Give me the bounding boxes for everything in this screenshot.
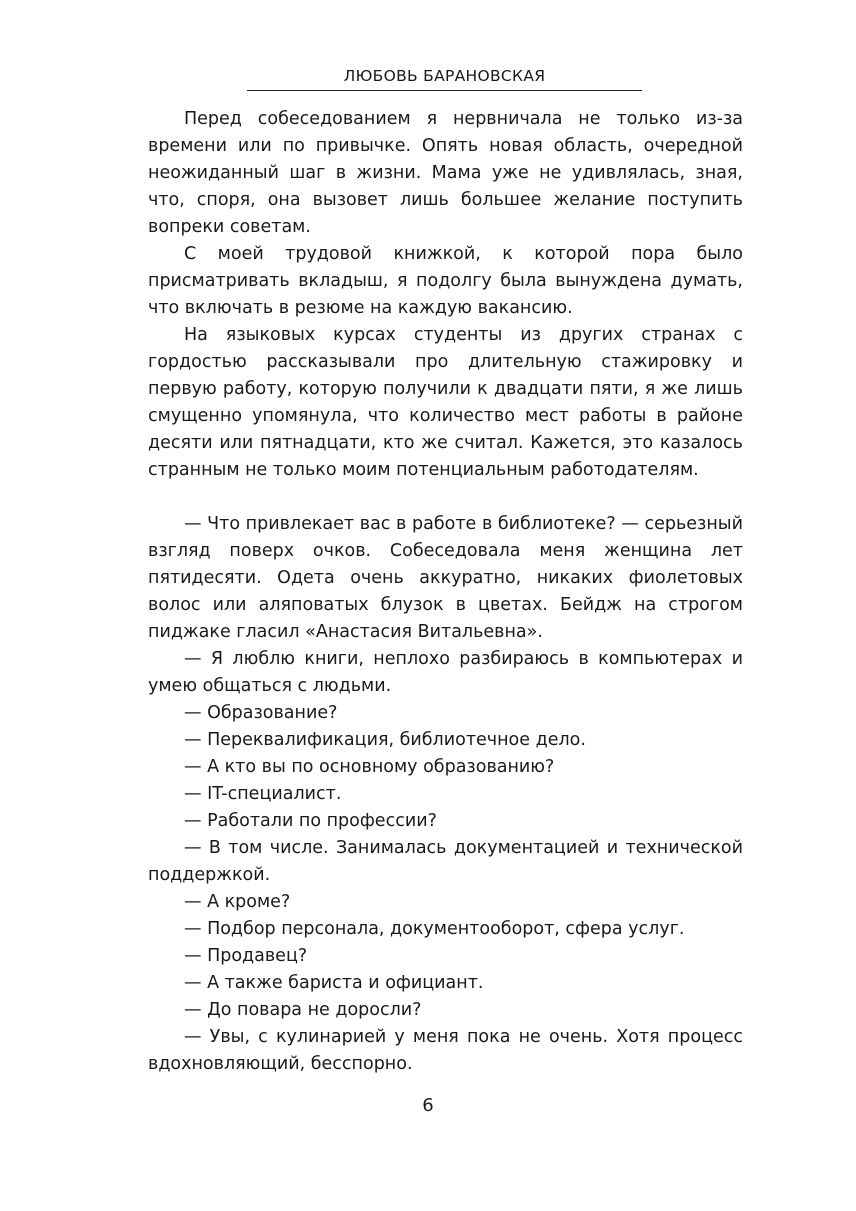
- running-head-author: ЛЮБОВЬ БАРАНОВСКАЯ: [343, 67, 546, 85]
- paragraph: С моей трудовой книжкой, к которой пора было присматривать вкладыш, я подолгу была вынуждена думать, что включать в резюме на каждую вакансию.: [148, 244, 743, 318]
- paragraph: На языковых курсах студенты из других странах с гордостью рассказывали про длительную стажировку и первую работу, которую получили к двадцати пяти, я же лишь смущенно упомянула, что количество мест работы в районе десяти или пятнадцати, кто же считал. Кажется, это казалось странным не только моим потенциальным работодателям.: [148, 325, 743, 480]
- dialogue-line: — Продавец?: [184, 946, 308, 966]
- section-break: [148, 484, 743, 511]
- dialogue-line: — Переквалификация, библиотечное дело.: [184, 730, 586, 750]
- dialogue-line: — В том числе. Занималась документацией и технической поддержкой.: [148, 838, 743, 885]
- dialogue-line: — Я люблю книги, неплохо разбираюсь в компьютерах и умею общаться с людьми.: [148, 649, 743, 696]
- dialogue-line: — А кроме?: [184, 892, 291, 912]
- dialogue-line: — IT-специалист.: [184, 784, 342, 804]
- dialogue-line: — Что привлекает вас в работе в библиотеке? — серьезный взгляд поверх очков. Собеседовала меня женщина лет пятидесяти. Одета очень аккуратно, никаких фиолетовых волос или аляповатых блузок в цветах. Бейдж на строгом пиджаке гласил «Анастасия Витальевна».: [148, 514, 743, 642]
- dialogue-line: — Подбор персонала, документооборот, сфера услуг.: [184, 919, 685, 939]
- dialogue-line: — А кто вы по основному образованию?: [184, 757, 555, 777]
- dialogue-line: — До повара не доросли?: [184, 1000, 422, 1020]
- dialogue-line: — Образование?: [184, 703, 338, 723]
- page-number: 6: [422, 1095, 434, 1116]
- page-body: [148, 106, 743, 1078]
- paragraph: Перед собеседованием я нервничала не только из-за времени или по привычке. Опять новая область, очередной неожиданный шаг в жизни. Мама уже не удивлялась, зная, что, споря, она вызовет лишь большее желание поступить вопреки советам.: [148, 109, 743, 237]
- dialogue-line: — Увы, с кулинарией у меня пока не очень. Хотя процесс вдохновляющий, бесспорно.: [148, 1027, 743, 1074]
- header-rule: [247, 90, 642, 91]
- dialogue-line: — А также бариста и официант.: [184, 973, 484, 993]
- dialogue-line: — Работали по профессии?: [184, 811, 437, 831]
